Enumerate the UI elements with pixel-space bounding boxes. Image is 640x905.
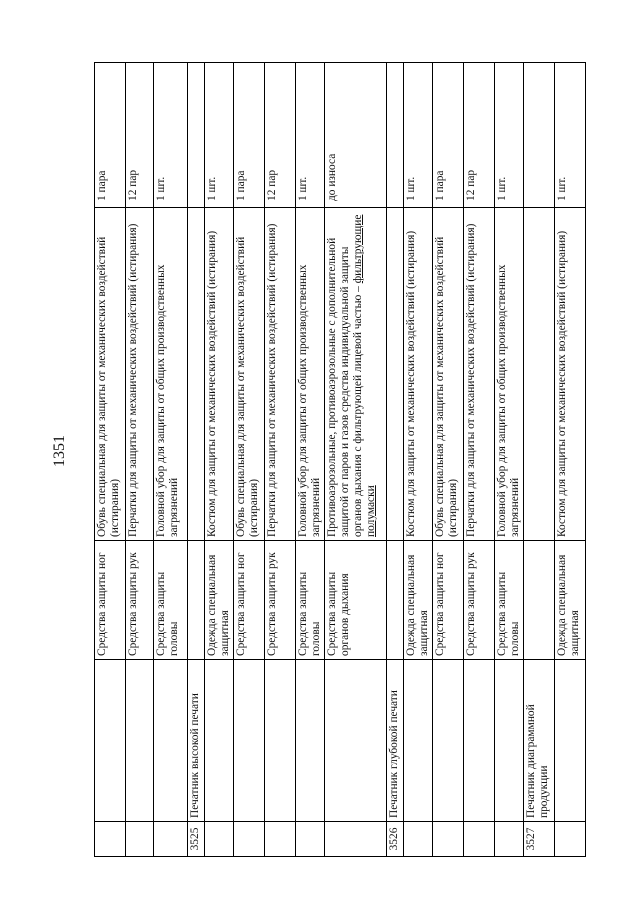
- ppe-type-cell: [387, 541, 404, 660]
- ppe-description-cell: [325, 208, 387, 541]
- ppe-description-cell: [524, 208, 555, 541]
- ppe-description-cell: [387, 208, 404, 541]
- profession-name-cell: Печатник высокой печати: [188, 660, 205, 822]
- issue-norm-cell: [524, 63, 555, 208]
- issue-norm-cell: 12 пар: [126, 63, 154, 208]
- profession-code-cell: [126, 822, 154, 857]
- table-row: [325, 63, 387, 857]
- table-row: [154, 63, 188, 857]
- ppe-description-cell: Головной убор для защиты от общих производственных загрязнений: [296, 208, 325, 541]
- ppe-type-cell: [524, 541, 555, 660]
- profession-code-cell: [296, 822, 325, 857]
- ppe-type-cell: Одежда специальная защитная: [205, 541, 234, 660]
- table-row: [205, 63, 234, 857]
- profession-name-cell: [126, 660, 154, 822]
- issue-norm-cell: 12 пар: [265, 63, 296, 208]
- table-row: [265, 63, 296, 857]
- ppe-description-cell: Обувь специальная для защиты от механических воздействий (истирания): [95, 208, 126, 541]
- issue-norm-cell: 1 шт.: [296, 63, 325, 208]
- profession-code-cell: 3525: [188, 822, 205, 857]
- ppe-type-cell: Средства защиты рук: [265, 541, 296, 660]
- ppe-description-cell: Костюм для защиты от механических воздействий (истирания): [404, 208, 433, 541]
- table-row: [95, 63, 126, 857]
- ppe-description-cell: Перчатки для защиты от механических воздействий (истирания): [464, 208, 495, 541]
- table-row: [404, 63, 433, 857]
- profession-name-cell: Печатник диаграммной продукции: [524, 660, 555, 822]
- issue-norm-cell: [387, 63, 404, 208]
- profession-code-cell: [95, 822, 126, 857]
- issue-norm-cell: [188, 63, 205, 208]
- issue-norm-cell: 1 шт.: [404, 63, 433, 208]
- table-row: [188, 63, 205, 857]
- issue-norm-cell: 1 шт.: [495, 63, 524, 208]
- ppe-type-cell: Одежда специальная защитная: [555, 541, 586, 660]
- profession-code-cell: [205, 822, 234, 857]
- profession-name-cell: [296, 660, 325, 822]
- ppe-description-cell: Головной убор для защиты от общих производственных загрязнений: [495, 208, 524, 541]
- table-row: [495, 63, 524, 857]
- profession-code-cell: [404, 822, 433, 857]
- ppe-type-cell: Средства защиты рук: [464, 541, 495, 660]
- profession-name-cell: [154, 660, 188, 822]
- profession-name-cell: [95, 660, 126, 822]
- issue-norm-cell: 1 пара: [433, 63, 464, 208]
- issue-norm-cell: 1 шт.: [555, 63, 586, 208]
- profession-name-cell: [495, 660, 524, 822]
- ppe-type-cell: Средства защиты головы: [296, 541, 325, 660]
- profession-name-cell: [325, 660, 387, 822]
- table-row: [555, 63, 586, 857]
- issue-norm-cell: 1 пара: [95, 63, 126, 208]
- issue-norm-cell: 1 шт.: [205, 63, 234, 208]
- profession-name-cell: [205, 660, 234, 822]
- ppe-description-cell: Костюм для защиты от механических воздействий (истирания): [205, 208, 234, 541]
- ppe-type-cell: Средства защиты головы: [495, 541, 524, 660]
- issue-norm-cell: 1 пара: [234, 63, 265, 208]
- profession-name-cell: [555, 660, 586, 822]
- table-row: [296, 63, 325, 857]
- ppe-type-cell: [188, 541, 205, 660]
- profession-code-cell: [265, 822, 296, 857]
- ppe-description-cell: Головной убор для защиты от общих производственных загрязнений: [154, 208, 188, 541]
- profession-code-cell: [464, 822, 495, 857]
- ppe-description-cell: Перчатки для защиты от механических воздействий (истирания): [265, 208, 296, 541]
- profession-name-cell: [404, 660, 433, 822]
- ppe-type-cell: Средства защиты ног: [95, 541, 126, 660]
- profession-code-cell: 3526: [387, 822, 404, 857]
- profession-code-cell: [234, 822, 265, 857]
- profession-name-cell: [464, 660, 495, 822]
- profession-code-cell: 3527: [524, 822, 555, 857]
- ppe-norms-table: [94, 62, 586, 857]
- ppe-description-cell: Обувь специальная для защиты от механических воздействий (истирания): [433, 208, 464, 541]
- ppe-description-cell: [188, 208, 205, 541]
- issue-norm-cell: 1 шт.: [154, 63, 188, 208]
- profession-code-cell: [325, 822, 387, 857]
- ppe-description-underlined: фильтрующие полумаски: [352, 214, 377, 537]
- profession-code-cell: [555, 822, 586, 857]
- ppe-type-cell: Средства защиты ног: [234, 541, 265, 660]
- profession-name-cell: [433, 660, 464, 822]
- ppe-type-cell: Средства защиты головы: [154, 541, 188, 660]
- ppe-description-cell: Костюм для защиты от механических воздействий (истирания): [555, 208, 586, 541]
- ppe-description-cell: Перчатки для защиты от механических воздействий (истирания): [126, 208, 154, 541]
- profession-code-cell: [495, 822, 524, 857]
- table-row: [524, 63, 555, 857]
- profession-name-cell: Печатник глубокой печати: [387, 660, 404, 822]
- profession-code-cell: [433, 822, 464, 857]
- profession-code-cell: [154, 822, 188, 857]
- profession-name-cell: [265, 660, 296, 822]
- table-row: [433, 63, 464, 857]
- rotated-table-area: [94, 63, 581, 857]
- ppe-description-text: Противоаэрозольные, противоаэрозольные с дополнительной защитой от паров и газов средства индивидуальной защиты органов дыхания с фильтрующей лицевой частью –: [326, 237, 364, 537]
- table-row: [387, 63, 404, 857]
- ppe-description-cell: Обувь специальная для защиты от механических воздействий (истирания): [234, 208, 265, 541]
- ppe-type-cell: Средства защиты ног: [433, 541, 464, 660]
- page-number: 1351: [51, 435, 68, 467]
- ppe-type-cell: Одежда специальная защитная: [404, 541, 433, 660]
- table-row: [464, 63, 495, 857]
- table-row: [234, 63, 265, 857]
- issue-norm-cell: 12 пар: [464, 63, 495, 208]
- rotated-table-container: [94, 63, 581, 857]
- ppe-type-cell: Средства защиты органов дыхания: [325, 541, 387, 660]
- profession-name-cell: [234, 660, 265, 822]
- ppe-type-cell: Средства защиты рук: [126, 541, 154, 660]
- issue-norm-cell: до износа: [325, 63, 387, 208]
- table-row: [126, 63, 154, 857]
